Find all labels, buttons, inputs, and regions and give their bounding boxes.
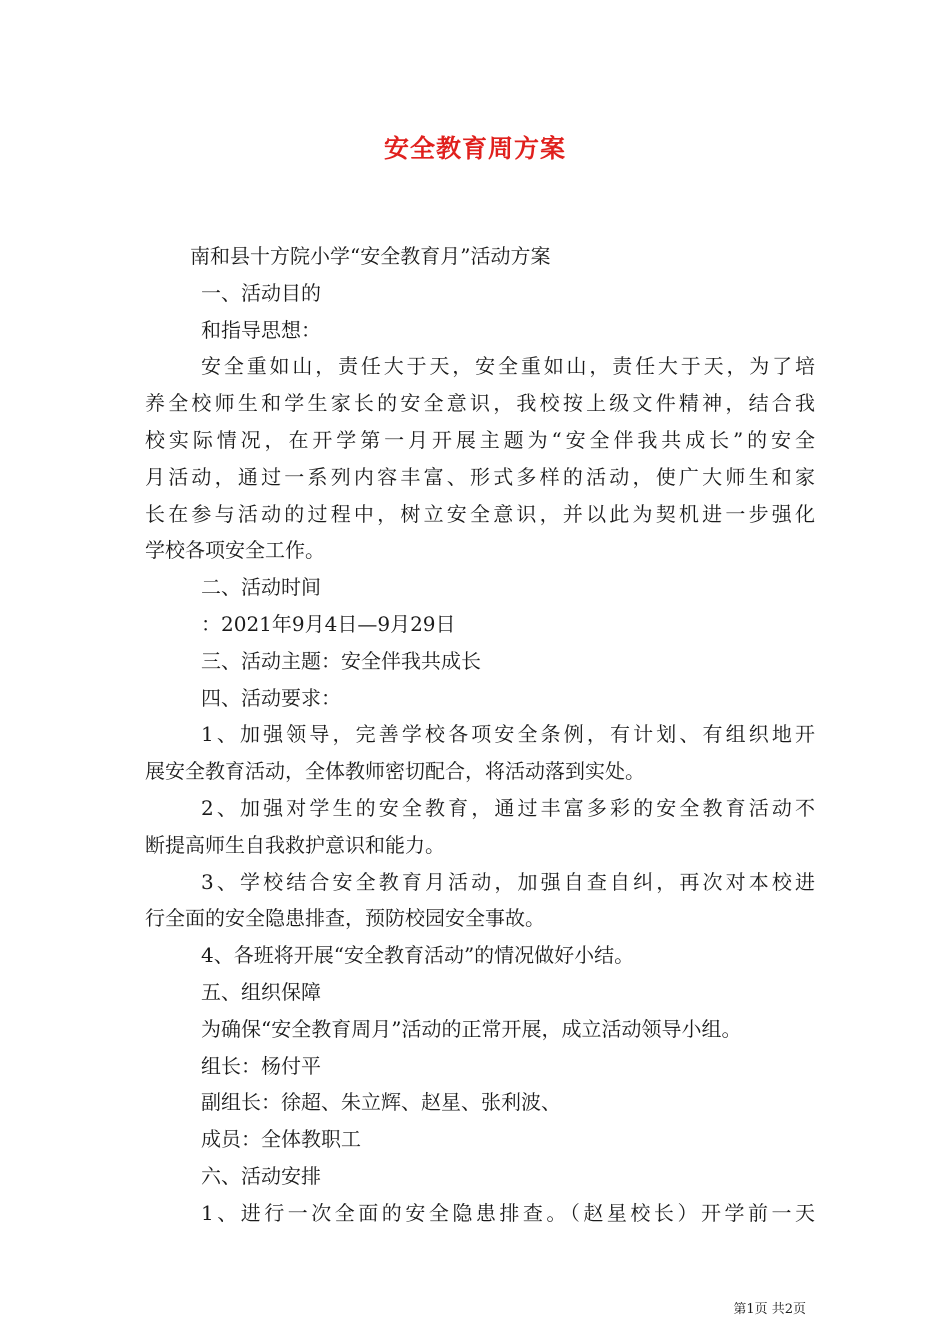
- paragraph-line: 校实际情况，在开学第一月开展主题为“安全伴我共成长”的安全: [145, 427, 815, 452]
- list-item-line: 1、加强领导，完善学校各项安全条例，有计划、有组织地开: [201, 722, 815, 747]
- section-heading: 五、组织保障: [201, 979, 321, 1004]
- date-line: ：2021年9月4日—9月29日: [201, 611, 456, 636]
- document-body: [145, 238, 815, 1232]
- list-item-line: 行全面的安全隐患排查，预防校园安全事故。: [145, 906, 545, 931]
- document-title: 安全教育周方案: [383, 134, 566, 163]
- paragraph-line: 学校各项安全工作。: [145, 538, 325, 563]
- list-item-line: 4、各班将开展“安全教育活动”的情况做好小结。: [201, 943, 635, 968]
- list-item-line: 3、学校结合安全教育月活动，加强自查自纠，再次对本校进: [201, 869, 815, 894]
- deputy-leader-line: 副组长：徐超、朱立辉、赵星、张利波、: [201, 1090, 561, 1115]
- list-item-line: 断提高师生自我救护意识和能力。: [145, 832, 445, 857]
- section-heading-continued: 和指导思想：: [201, 317, 321, 342]
- list-item-line: 1、进行一次全面的安全隐患排查。（赵星校长）开学前一天: [201, 1200, 815, 1225]
- section-heading: 六、活动安排: [201, 1163, 321, 1188]
- list-item-line: 2、加强对学生的安全教育，通过丰富多彩的安全教育活动不: [201, 795, 815, 820]
- page-number-footer: 第1页 共2页: [733, 1302, 806, 1317]
- paragraph-line: 养全校师生和学生家长的安全意识，我校按上级文件精神，结合我: [145, 391, 815, 416]
- section-heading: 一、活动目的: [201, 280, 321, 305]
- section-heading: 二、活动时间: [201, 575, 321, 600]
- paragraph-line: 月活动，通过一系列内容丰富、形式多样的活动，使广大师生和家: [145, 464, 815, 489]
- section-heading: 三、活动主题：安全伴我共成长: [201, 648, 481, 673]
- leader-line: 组长：杨付平: [201, 1053, 321, 1078]
- members-line: 成员：全体教职工: [201, 1127, 361, 1152]
- paragraph-line: 安全重如山，责任大于天，安全重如山，责任大于天，为了培: [201, 354, 815, 379]
- list-item-line: 展安全教育活动，全体教师密切配合，将活动落到实处。: [145, 759, 645, 784]
- subtitle-line: 南和县十方院小学“安全教育月”活动方案: [190, 244, 551, 268]
- paragraph-line: 为确保“安全教育周月”活动的正常开展，成立活动领导小组。: [201, 1016, 742, 1041]
- section-heading: 四、活动要求：: [201, 685, 341, 710]
- paragraph-line: 长在参与活动的过程中，树立安全意识，并以此为契机进一步强化: [145, 501, 815, 526]
